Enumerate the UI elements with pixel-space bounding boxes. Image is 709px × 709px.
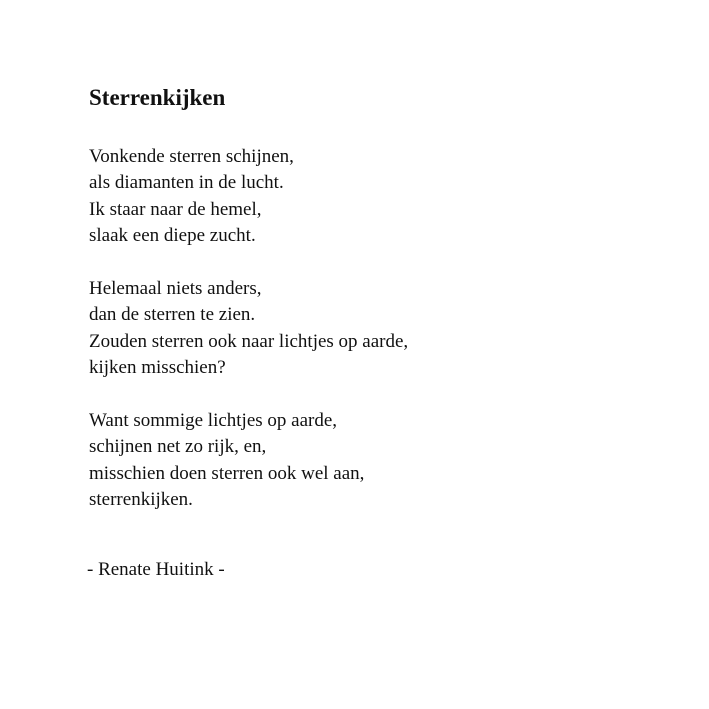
poem-line: Want sommige lichtjes op aarde,	[89, 410, 338, 431]
stanza-1	[89, 144, 294, 249]
poem-line: Ik staar naar de hemel,	[89, 198, 262, 220]
stanza-3	[89, 408, 364, 513]
poem-line: Zouden sterren ook naar lichtjes op aarde,	[89, 330, 409, 352]
poem-line: schijnen net zo rijk, en,	[89, 436, 267, 458]
poem-line: misschien doen sterren ook wel aan,	[89, 462, 365, 484]
poem-line: Helemaal niets anders,	[89, 278, 262, 299]
poem-title: Sterrenkijken	[89, 85, 226, 110]
poem-line: als diamanten in de lucht.	[89, 172, 284, 194]
poem-line: Vonkende sterren schijnen,	[89, 146, 294, 167]
author-signature: - Renate Huitink -	[87, 559, 225, 580]
poem-line: kijken misschien?	[89, 356, 226, 378]
poem-line: dan de sterren te zien.	[89, 304, 256, 326]
poem-line: sterrenkijken.	[89, 488, 193, 510]
stanza-2	[89, 276, 408, 381]
poem-line: slaak een diepe zucht.	[89, 224, 256, 246]
